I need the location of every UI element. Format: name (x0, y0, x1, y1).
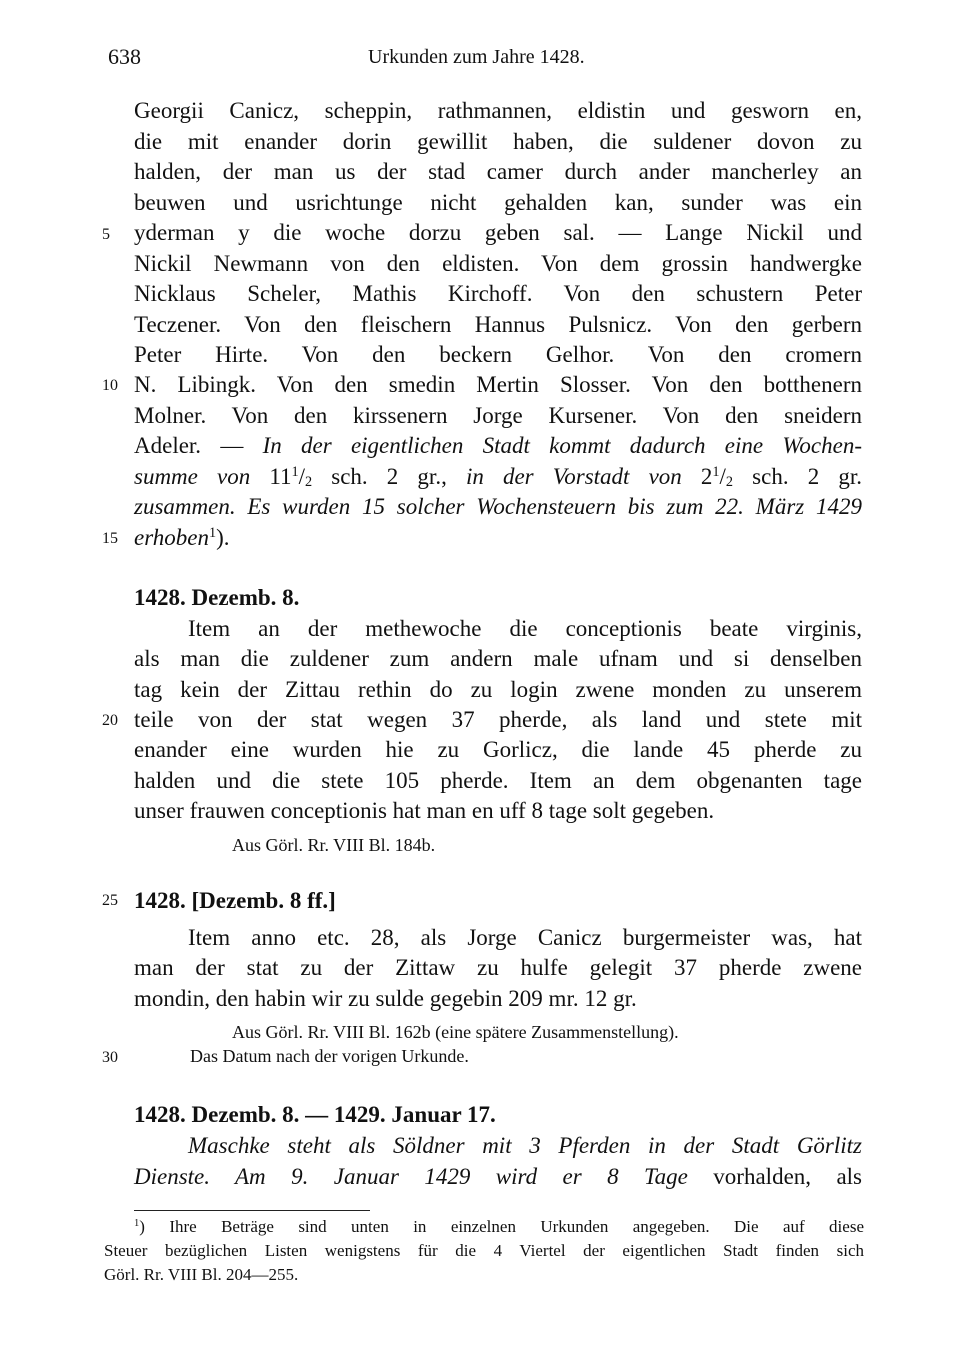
text-line: als man die zuldener zum andern male ufnam und si denselben (134, 646, 862, 671)
text-line: Nickil Newmann von den eldisten. Von dem grossin handwergke (134, 251, 862, 276)
italic-text: in der Vorstadt von (465, 464, 701, 489)
text-run: 11 (269, 464, 292, 489)
line-number: 25 (102, 892, 118, 909)
text-line (134, 523, 862, 553)
text-line: Nicklaus Scheler, Mathis Kirchoff. Von den schustern Peter (134, 281, 862, 306)
text-line: tag kein der Zittau rethin do zu login zwene monden zu unserem (134, 677, 862, 702)
entry-heading: 1428. [Dezemb. 8 ff.] (134, 888, 336, 913)
fraction-denominator: 2 (305, 474, 313, 491)
footnote-ref: 1 (208, 525, 217, 542)
line-number: 5 (102, 226, 110, 243)
footnote-line (134, 1216, 864, 1237)
italic-text: Dienste. Am 9. Januar 1429 wird er 8 Tage (134, 1164, 688, 1189)
page-number: 638 (108, 44, 141, 69)
text-line: Molner. Von den kirssenern Jorge Kursener. Von den sneidern (134, 403, 862, 428)
text-line: teile von der stat wegen 37 pherde, als land und stete mit (134, 707, 862, 732)
italic-text-line: Maschke steht als Söldner mit 3 Pferden in der Stadt Görlitz (188, 1133, 862, 1158)
text-run: Adeler. — (134, 433, 263, 458)
fraction-numerator: 1 (712, 464, 720, 481)
text-run: ). (216, 525, 230, 550)
text-line (134, 462, 862, 492)
italic-text: erhoben (134, 525, 209, 550)
italic-text: summe von (134, 464, 270, 489)
text-line: unser frauwen conceptionis hat man en uff 8 tage solt gegeben. (134, 798, 715, 823)
text-line: yderman y die woche dorzu geben sal. — Lange Nickil und (134, 220, 862, 245)
source-reference: Aus Görl. Rr. VIII Bl. 184b. (232, 835, 436, 855)
text-line: man der stat zu der Zittaw zu hulfe gelegit 37 pherde zwene (134, 955, 862, 980)
italic-text: In der eigentlichen Stadt kommt dadurch eine Wochen- (262, 433, 862, 458)
entry-heading: 1428. Dezemb. 8. (134, 585, 300, 610)
text-run: ) Ihre Beträge sind unten in einzelnen Urkunden angegeben. Die auf diese (139, 1217, 864, 1236)
fraction-numerator: 1 (291, 464, 299, 481)
fraction-slash: / (719, 464, 726, 489)
text-line: die mit enander dorin gewillit haben, die suldener dovon zu (134, 129, 862, 154)
text-line: N. Libingk. Von den smedin Mertin Slosser. Von den botthenern (134, 372, 862, 397)
text-line: Item anno etc. 28, als Jorge Canicz burgermeister was, hat (188, 925, 862, 950)
text-run: sch. 2 gr. (733, 464, 862, 489)
text-run: sch. 2 gr., (312, 464, 466, 489)
entry-heading: 1428. Dezemb. 8. — 1429. Januar 17. (134, 1102, 496, 1127)
italic-text-line: zusammen. Es wurden 15 solcher Wochensteuern bis zum 22. März 1429 (134, 494, 862, 519)
fraction-denominator: 2 (725, 474, 734, 491)
footnote-rule (134, 1210, 370, 1211)
text-run: 2 (700, 464, 713, 489)
text-line: enander eine wurden hie zu Gorlicz, die lande 45 pherde zu (134, 737, 862, 762)
text-line: beuwen und usrichtunge nicht gehalden kan, sunder was ein (134, 190, 862, 215)
fraction-slash: / (298, 464, 306, 489)
source-reference: Aus Görl. Rr. VIII Bl. 162b (eine spätere Zusammenstellung). (232, 1022, 679, 1042)
text-line: Item an der methewoche die conceptionis beate virginis, (188, 616, 862, 641)
text-run: vorhalden, als (687, 1164, 862, 1189)
text-line (134, 1162, 862, 1192)
editorial-note: Das Datum nach der vorigen Urkunde. (190, 1046, 469, 1066)
line-number: 15 (102, 530, 118, 547)
footnote-line: Steuer bezüglichen Listen wenigstens für die 4 Viertel der eigentlichen Stadt finden sich (104, 1241, 864, 1260)
text-line: halden und die stete 105 pherde. Item an dem obgenanten tage (134, 768, 862, 793)
text-line (134, 431, 862, 461)
line-number: 10 (102, 377, 118, 394)
line-number: 20 (102, 712, 118, 729)
text-line: Georgii Canicz, scheppin, rathmannen, eldistin und gesworn en, (134, 98, 862, 123)
text-line: Peter Hirte. Von den beckern Gelhor. Von den cromern (134, 342, 862, 367)
text-line: mondin, den habin wir zu sulde gegebin 209 mr. 12 gr. (134, 986, 637, 1011)
footnote-line: Görl. Rr. VIII Bl. 204—255. (104, 1265, 299, 1284)
running-title: Urkunden zum Jahre 1428. (368, 46, 585, 68)
text-line: Teczener. Von den fleischern Hannus Pulsnicz. Von den gerbern (134, 312, 862, 337)
text-line: halden, der man us der stad camer durch ander mancherley an (134, 159, 862, 184)
line-number: 30 (102, 1049, 118, 1066)
footnote-marker: 1 (134, 1218, 140, 1230)
